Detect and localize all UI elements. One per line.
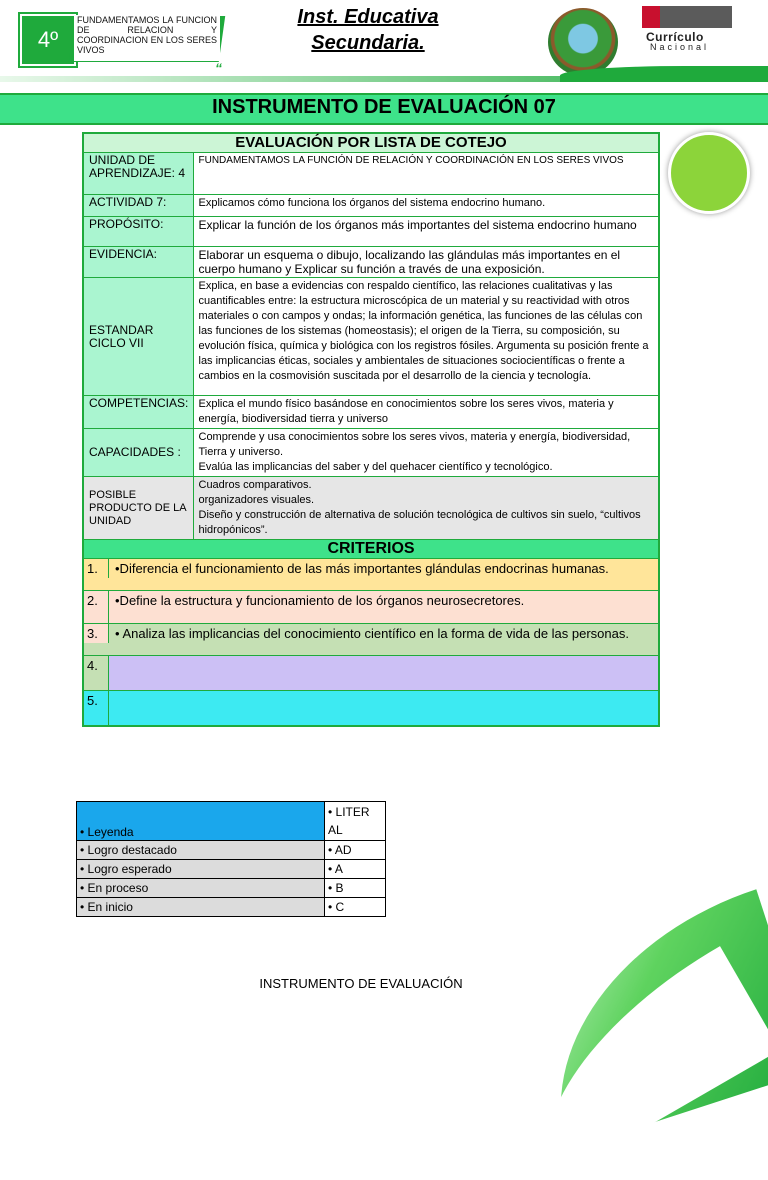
institution-title — [268, 4, 468, 56]
row-value: Explicamos cómo funciona los órganos del sistema endocrino humano. — [193, 195, 659, 217]
legend-literal: • AD — [328, 843, 352, 857]
table-row — [83, 195, 659, 217]
nacional-label: Nacional — [650, 42, 710, 52]
table-row — [83, 429, 659, 477]
row-label: CAPACIDADES : — [83, 429, 193, 477]
legend-label: • En inicio — [80, 900, 133, 914]
row-value — [193, 477, 659, 540]
criteria-row — [83, 624, 659, 656]
row-value-line: Comprende y usa conocimientos sobre los seres vivos, materia y energía, biodiversidad, Tierra y universo. — [198, 431, 631, 458]
evaluation-table — [82, 132, 660, 727]
row-value-line: Diseño y construcción de alternativa de solución tecnológica de cultivos sin suelo, “cultivos hidropónicos”. — [198, 509, 641, 536]
legend-header-row — [77, 802, 386, 841]
row-label: ESTANDAR CICLO VII — [83, 278, 193, 396]
row-label: PROPÓSITO: — [83, 217, 193, 247]
legend-table — [76, 801, 386, 917]
legend-literal: • B — [328, 881, 344, 895]
row-value — [193, 429, 659, 477]
table-row — [83, 278, 659, 396]
legend-literal: • A — [328, 862, 343, 876]
page-title: INSTRUMENTO DE EVALUACIÓN 07 — [212, 96, 556, 118]
table-heading: EVALUACIÓN POR LISTA DE COTEJO — [83, 133, 659, 153]
row-value-line: Evalúa las implicancias del saber y del quehacer científico y tecnológico. — [198, 461, 553, 473]
row-value: Explicar la función de los órganos más importantes del sistema endocrino humano — [193, 217, 659, 247]
legend-row — [77, 860, 386, 879]
criteria-text: • Analiza las implicancias del conocimiento científico en la forma de vida de las personas. — [115, 626, 629, 641]
legend-label: • Logro esperado — [80, 862, 172, 876]
legend-row — [77, 841, 386, 860]
row-value: Explica, en base a evidencias con respaldo científico, las relaciones cualitativas y las cuantificables entre: la estructura microscópica de un material y su reactividad with otros materiales o con campos y ondas; la información genética, las funciones de las células con las funciones de los sistemas (homeostasis); el origen de la Tierra, su composición, su evolución física, química y biológica con los registros fósiles. Argumenta su posición frente a las implicancias éticas, sociales y ambientales de situaciones sociocientíficas o frente a cambios en la cosmovisión suscitada por el desarrollo de la ciencia y tecnología. — [193, 278, 659, 396]
row-label: EVIDENCIA: — [83, 247, 193, 278]
row-value: Elaborar un esquema o dibujo, localizando las glándulas más importantes en el cuerpo humano y Explicar su función a través de una exposición. — [193, 247, 659, 278]
table-row — [83, 477, 659, 540]
criteria-number: 3. — [84, 624, 109, 643]
legend-header-literal: • LITERAL — [328, 803, 370, 839]
table-row — [83, 153, 659, 195]
row-value: FUNDAMENTAMOS LA FUNCIÓN DE RELACIÓN Y COORDINACIÓN EN LOS SERES VIVOS — [193, 153, 659, 195]
institution-line-1: Inst. Educativa — [297, 6, 439, 28]
table-row — [83, 217, 659, 247]
criteria-number: 2. — [84, 591, 109, 623]
header-swoosh — [560, 66, 768, 82]
unit-banner-text: FUNDAMENTAMOS LA FUNCION DE RELACION Y COORDINACION EN LOS SERES VIVOS — [74, 15, 220, 61]
institution-line-2: Secundaria. — [311, 32, 425, 54]
row-value: Explica el mundo físico basándose en conocimientos sobre los seres vivos, materia y energía, biodiversidad tierra y universo — [193, 396, 659, 429]
row-label: POSIBLE PRODUCTO DE LA UNIDAD — [83, 477, 193, 540]
quote-mark: “ — [215, 60, 222, 76]
legend-label: • En proceso — [80, 881, 148, 895]
legend-label: • Logro destacado — [80, 843, 177, 857]
criteria-row — [83, 559, 659, 591]
page-number: 1 — [728, 976, 741, 1001]
criteria-number: 1. — [84, 559, 109, 578]
criteria-heading: CRITERIOS — [83, 540, 659, 559]
curriculo-label: Currículo — [646, 30, 704, 44]
decorative-circle — [668, 132, 750, 214]
legend-literal: • C — [328, 900, 344, 914]
legend-row — [77, 898, 386, 917]
row-value-line: Cuadros comparativos. — [198, 479, 312, 491]
row-label: ACTIVIDAD 7: — [83, 195, 193, 217]
school-logo — [548, 8, 618, 76]
row-label: UNIDAD DE APRENDIZAJE: 4 — [83, 153, 193, 195]
legend-header-label: • Leyenda — [80, 825, 134, 839]
legend-row — [77, 879, 386, 898]
peru-flag-icon — [642, 6, 660, 28]
footer-text: INSTRUMENTO DE EVALUACIÓN — [259, 976, 463, 991]
criteria-row — [83, 656, 659, 691]
criteria-text — [109, 691, 659, 725]
criteria-text — [109, 656, 659, 690]
grade-badge: 4º — [20, 14, 76, 66]
criteria-text: •Define la estructura y funcionamiento de los órganos neurosecretores. — [115, 593, 525, 608]
criteria-row — [83, 691, 659, 727]
criteria-text: •Diferencia el funcionamiento de las más importantes glándulas endocrinas humanas. — [115, 561, 609, 576]
table-row — [83, 247, 659, 278]
row-label: COMPETENCIAS: — [83, 396, 193, 429]
table-row — [83, 396, 659, 429]
criteria-number: 4. — [84, 656, 109, 690]
criteria-number: 5. — [84, 691, 109, 725]
criteria-row — [83, 591, 659, 624]
row-value-line: organizadores visuales. — [198, 494, 315, 506]
